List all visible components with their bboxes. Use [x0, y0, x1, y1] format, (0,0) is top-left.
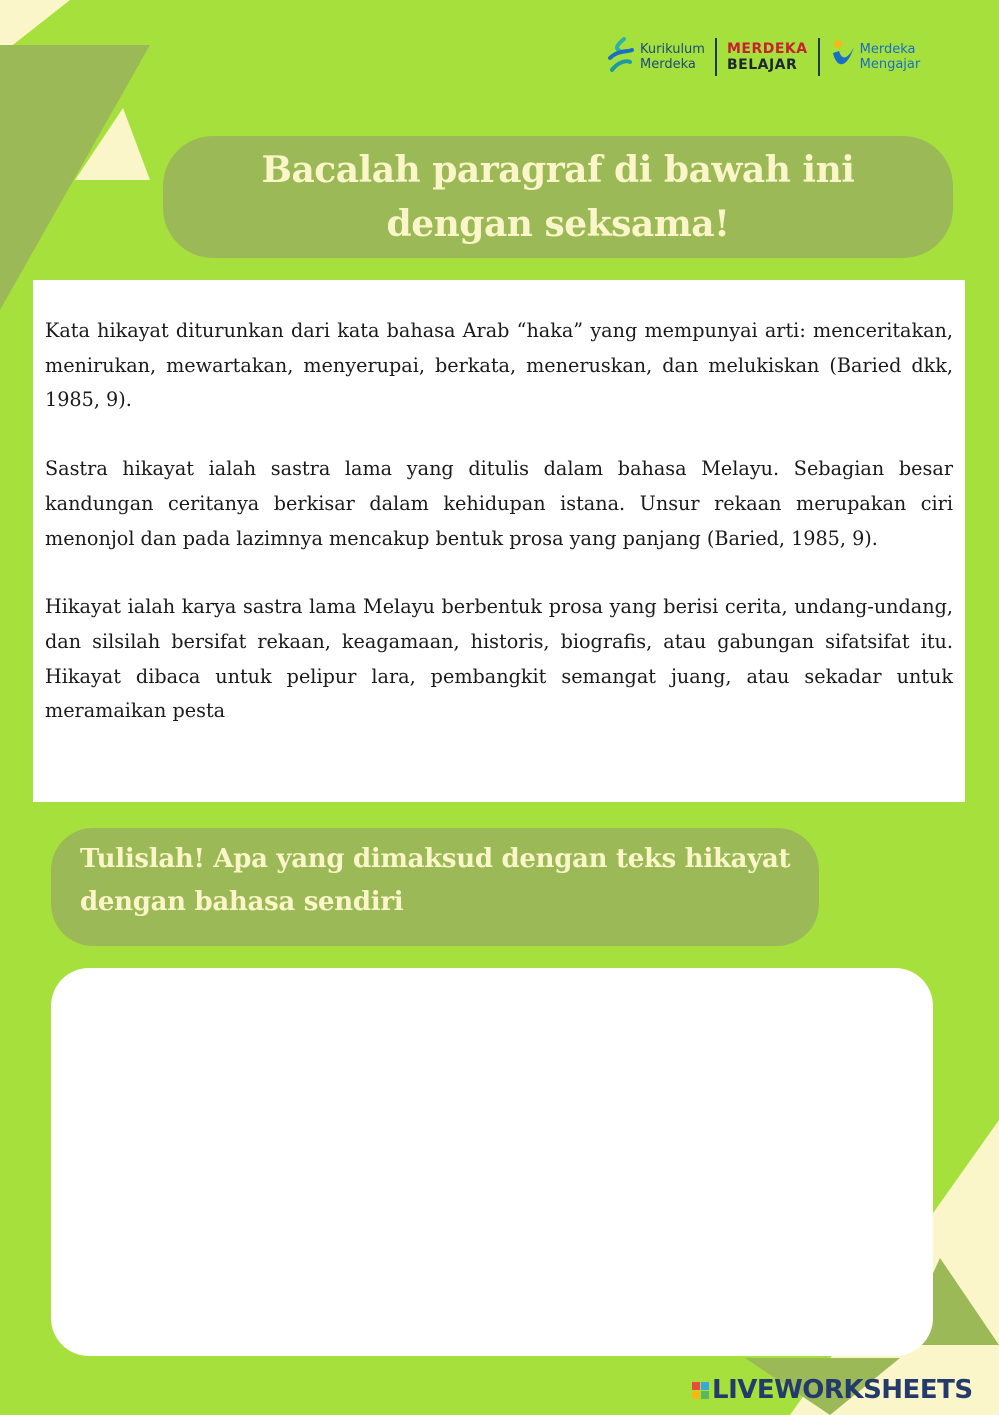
instruction-title	[248, 143, 868, 251]
merdeka-belajar-line2: BELAJAR	[726, 57, 798, 73]
question-text-line2: dengan bahasa sendiri	[80, 887, 404, 917]
merdeka-belajar-line1: MERDEKA	[726, 41, 808, 57]
answer-textarea[interactable]	[51, 968, 933, 1356]
passage-paragraph: Kata hikayat diturunkan dari kata bahasa Arab “haka” yang mempunyai arti: menceritakan, menirukan, mewartakan, menyerupai, berkata, meneruskan, dan melukiskan (Baried dkk, 1985, 9).	[45, 319, 953, 412]
merdeka-mengajar-logo	[830, 37, 921, 77]
question-text-line1: Tulislah! Apa yang dimaksud dengan teks hikayat	[80, 844, 791, 874]
mengajar-text-line2: Mengajar	[859, 57, 921, 72]
question-text	[80, 838, 799, 924]
merdeka-belajar-logo	[727, 41, 808, 73]
kurikulum-text-line2: Merdeka	[640, 57, 696, 72]
liveworksheets-logo-icon	[692, 1382, 709, 1399]
kurikulum-merdeka-logo	[606, 36, 705, 78]
instruction-title-line1: Bacalah paragraf di bawah ini	[261, 149, 855, 191]
logo-separator	[715, 38, 717, 76]
question-banner	[51, 828, 819, 946]
liveworksheets-wordmark: LIVEWORKSHEETS	[712, 1375, 973, 1405]
merdeka-mengajar-figure-icon	[830, 37, 856, 77]
mengajar-text-line1: Merdeka	[859, 42, 916, 57]
kurikulum-text-line1: Kurikulum	[640, 42, 705, 57]
kurikulum-swirl-icon	[606, 36, 636, 78]
logo-separator	[818, 38, 820, 76]
header-logos	[606, 32, 936, 82]
liveworksheets-brand	[692, 1375, 973, 1405]
passage-paragraph: Hikayat ialah karya sastra lama Melayu berbentuk prosa yang berisi cerita, undang-undang, dan silsilah bersifat rekaan, keagamaan, historis, biografis, atau gabungan sifatsifat itu. Hikayat dibaca untuk pelipur lara, pembangkit semangat juang, atau sekadar untuk meramaikan pesta	[45, 595, 953, 723]
passage-paragraph: Sastra hikayat ialah sastra lama yang ditulis dalam bahasa Melayu. Sebagian besar kandungan ceritanya berkisar dalam kehidupan istana. Unsur rekaan merupakan ciri menonjol dan pada lazimnya mencakup bentuk prosa yang panjang (Baried, 1985, 9).	[45, 457, 953, 550]
reading-passage	[33, 280, 965, 802]
instruction-banner	[163, 136, 953, 258]
instruction-title-line2: dengan seksama!	[386, 203, 730, 245]
